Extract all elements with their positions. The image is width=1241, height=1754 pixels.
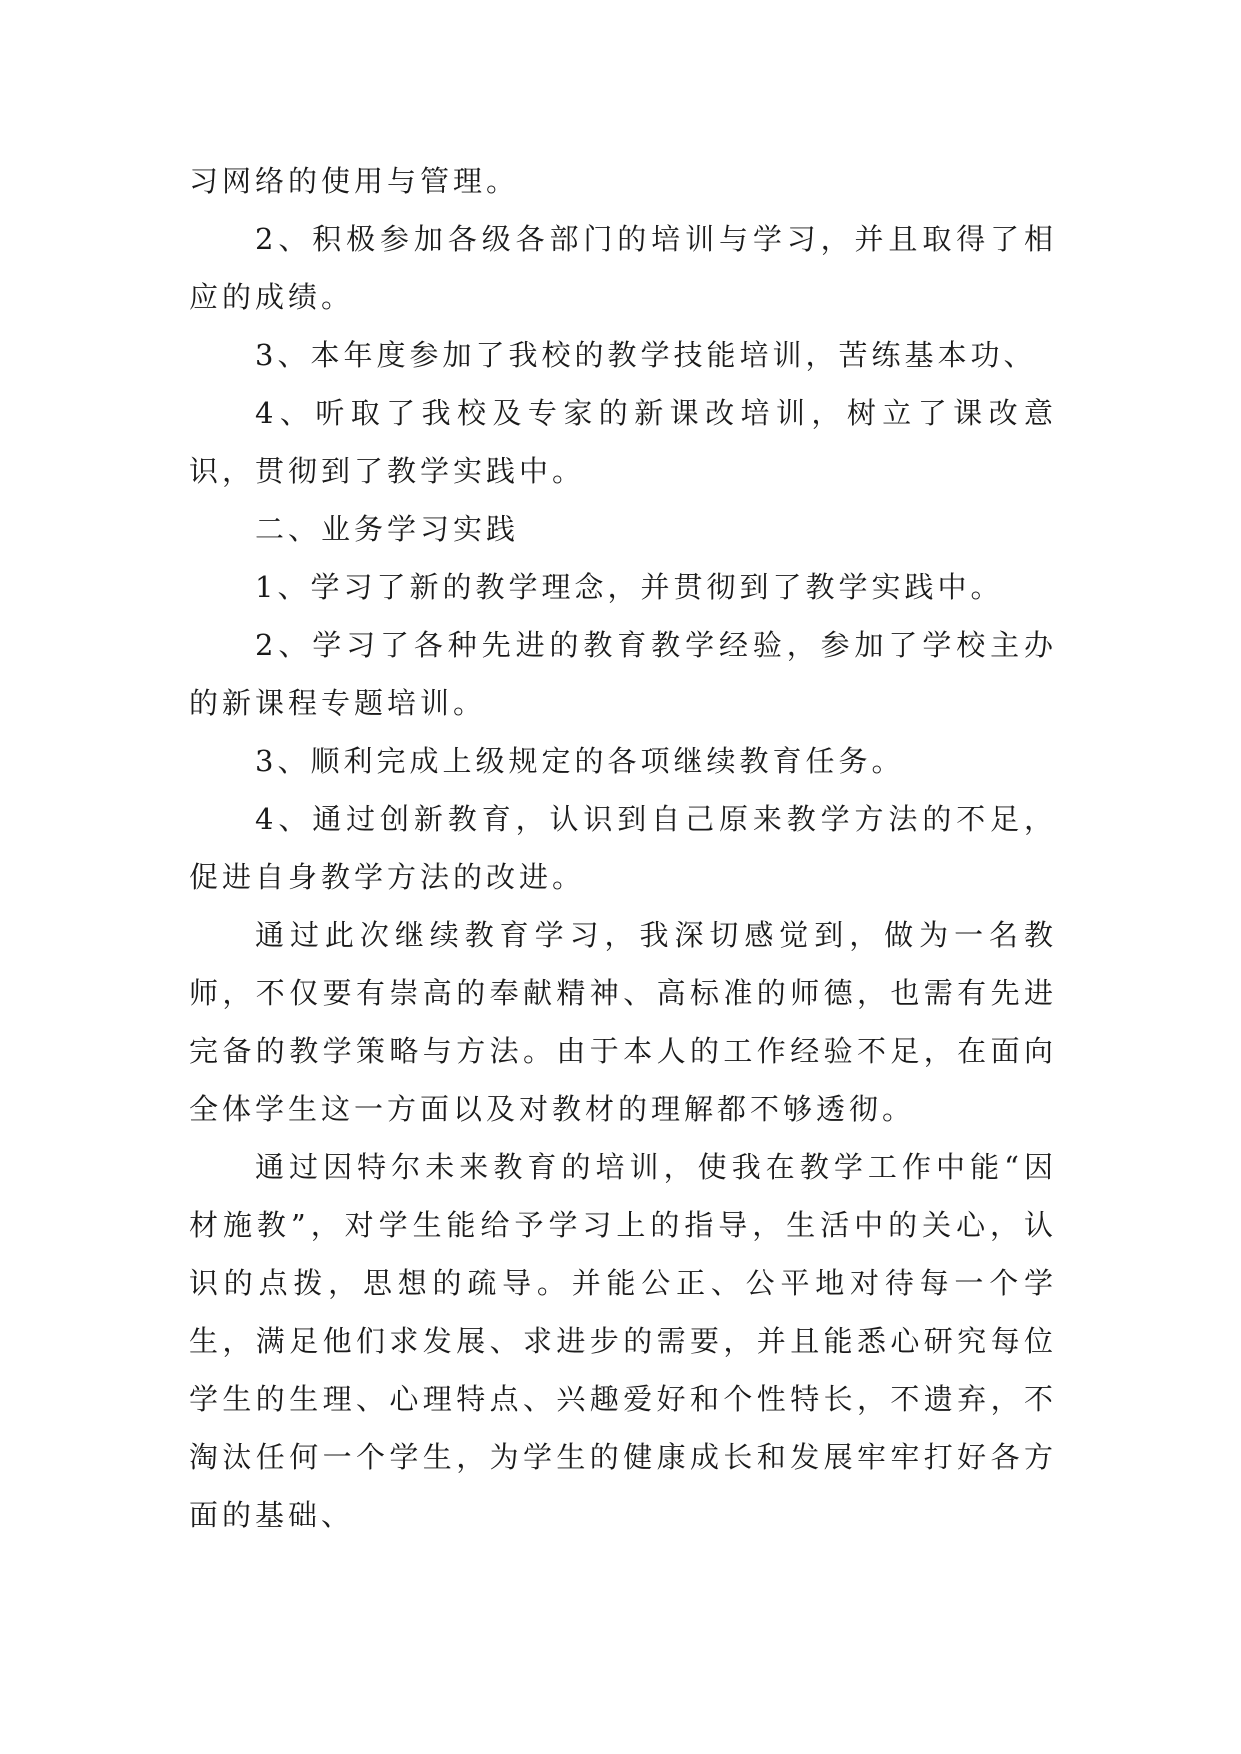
section-heading: 二、业务学习实践 xyxy=(255,512,520,546)
paragraph-10: 通过因特尔未来教育的培训，使我在教学工作中能“因材施教”，对学生能给予学习上的指导，生活中的关心，认识的点拨，思想的疏导。并能公正、公平地对待每一个学生，满足他们求发展、求进步的需要，并且能悉心研究每位学生的生理、心理特点、兴趣爱好和个性特长，不遗弃，不淘汰任何一个学生，为学生的健康成长和发展牢牢打好各方面的基础、 xyxy=(189,1150,1057,1532)
paragraph-8: 4、通过创新教育，认识到自己原来教学方法的不足，促进自身教学方法的改进。 xyxy=(189,802,1057,894)
paragraph-5: 1、学习了新的教学理念，并贯彻到了教学实践中。 xyxy=(255,570,1004,604)
paragraph-3: 3、本年度参加了我校的教学技能培训，苦练基本功、 xyxy=(255,338,1037,372)
document-body xyxy=(189,152,1057,1544)
paragraph-4: 4、听取了我校及专家的新课改培训，树立了课改意识，贯彻到了教学实践中。 xyxy=(189,396,1057,488)
paragraph-9: 通过此次继续教育学习，我深切感觉到，做为一名教师，不仅要有崇高的奉献精神、高标准的师德，也需有先进完备的教学策略与方法。由于本人的工作经验不足，在面向全体学生这一方面以及对教材的理解都不够透彻。 xyxy=(189,918,1057,1126)
paragraph-1: 习网络的使用与管理。 xyxy=(189,164,520,198)
paragraph-2: 2、积极参加各级各部门的培训与学习，并且取得了相应的成绩。 xyxy=(189,222,1057,314)
paragraph-6: 2、学习了各种先进的教育教学经验，参加了学校主办的新课程专题培训。 xyxy=(189,628,1057,720)
paragraph-7: 3、顺利完成上级规定的各项继续教育任务。 xyxy=(255,744,905,778)
